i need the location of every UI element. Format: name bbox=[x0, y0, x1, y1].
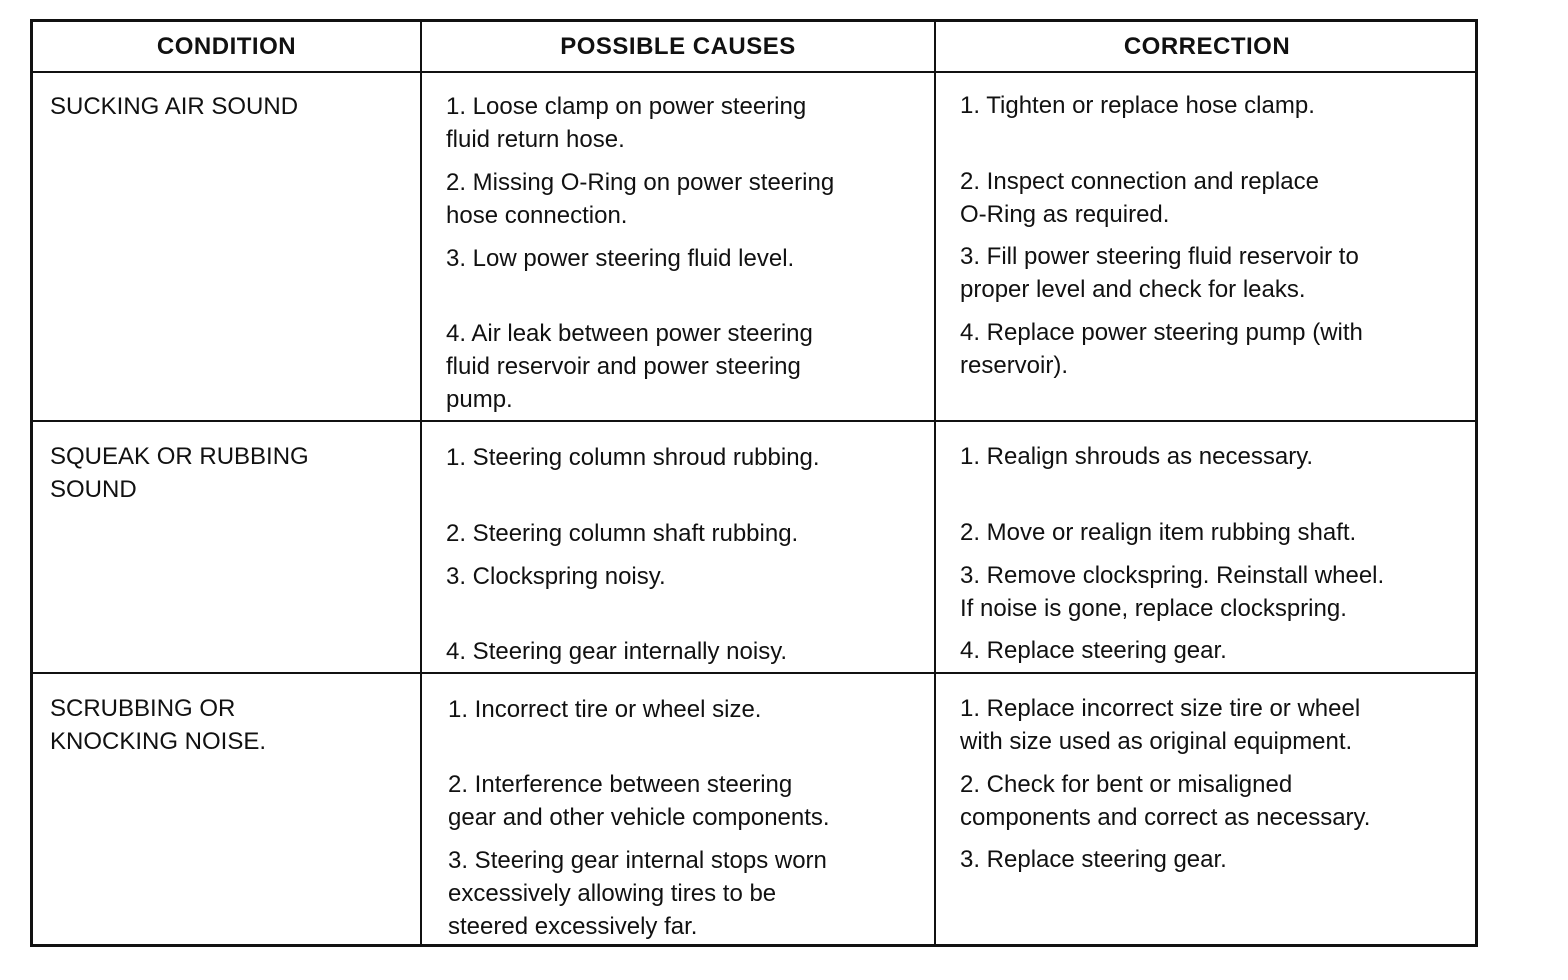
row-3-correction-3: 3. Replace steering gear. bbox=[960, 846, 1227, 873]
row-3-correction-2: 2. Check for bent or misaligned components and correct as necessary. bbox=[960, 771, 1371, 831]
row-1-correction-2: 2. Inspect connection and replace O-Ring as required. bbox=[960, 168, 1319, 228]
row-3-cause-1: 1. Incorrect tire or wheel size. bbox=[448, 696, 762, 723]
row-1-cause-4: 4. Air leak between power steering fluid reservoir and power steering pump. bbox=[446, 320, 813, 413]
row-3-cause-3: 3. Steering gear internal stops worn excessively allowing tires to be steered excessively far. bbox=[448, 847, 827, 940]
diagnosis-table bbox=[30, 19, 1478, 947]
row-1-correction-3: 3. Fill power steering fluid reservoir to proper level and check for leaks. bbox=[960, 243, 1359, 303]
row-3-cause-2: 2. Interference between steering gear and other vehicle components. bbox=[448, 771, 830, 831]
column-divider-1 bbox=[420, 22, 422, 944]
row-2-cause-4: 4. Steering gear internally noisy. bbox=[446, 638, 788, 665]
column-divider-2 bbox=[934, 22, 936, 944]
row-3-correction-1: 1. Replace incorrect size tire or wheel with size used as original equipment. bbox=[960, 695, 1361, 755]
row-2-cause-2: 2. Steering column shaft rubbing. bbox=[446, 520, 799, 547]
header-possible-causes: POSSIBLE CAUSES bbox=[560, 33, 796, 60]
row-2-condition: SQUEAK OR RUBBING SOUND bbox=[50, 443, 309, 503]
row-divider-1 bbox=[33, 420, 1475, 422]
row-1-correction-4: 4. Replace power steering pump (with reservoir). bbox=[960, 319, 1363, 379]
row-2-correction-1: 1. Realign shrouds as necessary. bbox=[960, 443, 1314, 470]
row-2-correction-4: 4. Replace steering gear. bbox=[960, 637, 1227, 664]
row-1-cause-1: 1. Loose clamp on power steering fluid return hose. bbox=[446, 93, 807, 153]
row-2-cause-1: 1. Steering column shroud rubbing. bbox=[446, 444, 820, 471]
row-3-condition: SCRUBBING OR KNOCKING NOISE. bbox=[50, 695, 267, 755]
header-condition: CONDITION bbox=[156, 33, 297, 60]
row-2-cause-3: 3. Clockspring noisy. bbox=[446, 563, 666, 590]
row-1-correction-1: 1. Tighten or replace hose clamp. bbox=[960, 92, 1315, 119]
row-2-correction-2: 2. Move or realign item rubbing shaft. bbox=[960, 519, 1357, 546]
row-divider-2 bbox=[33, 672, 1475, 674]
header-correction: CORRECTION bbox=[1123, 33, 1291, 60]
row-1-cause-2: 2. Missing O-Ring on power steering hose connection. bbox=[446, 169, 835, 229]
row-2-correction-3: 3. Remove clockspring. Reinstall wheel. If noise is gone, replace clockspring. bbox=[960, 562, 1385, 622]
row-1-cause-3: 3. Low power steering fluid level. bbox=[446, 245, 795, 272]
row-1-condition: SUCKING AIR SOUND bbox=[50, 93, 299, 120]
